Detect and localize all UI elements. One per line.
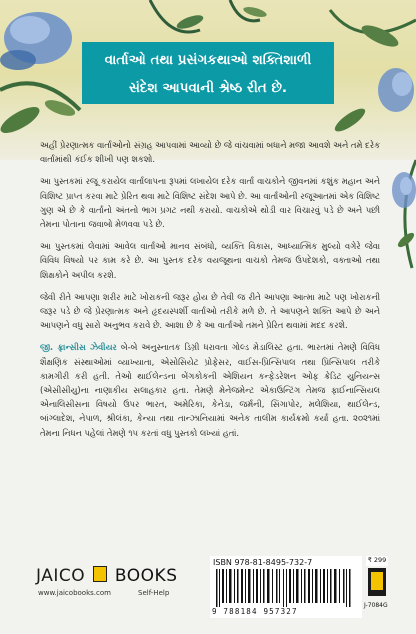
publisher-name-right: BOOKS	[114, 566, 178, 586]
publisher-logo	[36, 566, 178, 586]
product-code: J-7084G	[364, 602, 388, 609]
headline-banner	[82, 42, 334, 104]
headline-line-2: સંદેશ આપવાની શ્રેષ્ઠ રીત છે.	[128, 80, 288, 96]
book-icon	[93, 566, 107, 582]
book-category: Self-Help	[138, 589, 170, 597]
blurb-text	[40, 138, 380, 448]
publisher-website: www.jaicobooks.com	[38, 589, 111, 597]
about-author	[40, 340, 380, 439]
author-bio: બે-બે અનુસ્નાતક ડિગ્રી ધરાવતા ગોલ્ડ મેડાલિસ્ટ હતા. ભારતમાં તેમણે વિવિધ શૈક્ષણિક સંસ્થાઓમાં વ્યાખ્યાતા, એસોસિયેટ પ્રોફેસર, વાઈસ-પ્રિન્સિપાલ તથા પ્રિન્સિપાલ તરીકે કામગીરી કરી હતી. તેઓ થાઈલેન્ડના બેંગકોકની એશિયન કન્ફેડરેશન ઓફ ક્રેડિટ યુનિયન્સ (એસીસીયુ)ના નાણાકીય સલાહકાર હતા. તેમણે મેનેજમેન્ટ એકાઉન્ટિંગ તેમજ ફાઈનાન્સિયલ એનાલિસીસના વિષયો ઉપર ભારત, અમેરિકા, કેનેડા, જર્મની, સિંગાપોર, મલેશિયા, થાઈલેન્ડ, બાંગ્લાદેશ, નેપાળ, શ્રીલંકા, કેન્યા તથા તાન્ઝાનિયામાં અનેક તાલીમ કાર્યક્રમો કર્યા હતા. ૨૦૨૧માં તેમના નિધન પહેલાં તેમણે ૧૫ કરતાં વધુ પુસ્તકો લખ્યાં હતાં.	[40, 342, 380, 438]
paragraph-format: આ પુસ્તકમાં રજૂ કરાયેલ વાર્તાલાપના રૂપમાં લખાયેલ દરેક વાર્તા વાચકોને જીવનમાં કશુંક મહાન અને વિશિષ્ટ પ્રાપ્ત કરવા માટે પ્રેરિત થવા માટે વિશિષ્ટ સંદેશ આપે છે. આ વાર્તાઓની રજૂઆતમાં એક વિશિષ્ટ ગુણ એ છે કે વાર્તાનો અંતનો ભાગ પ્રગટ નથી કરાયો. વાચકોએ થોડી વાર વિચારવું પડે છે અને પછી તેમના પોતાના જવાબો મેળવવા પડે છે.	[40, 176, 380, 230]
publisher-name-left: JAICO	[36, 566, 86, 586]
paragraph-soul-food: જેવી રીતે આપણા શરીર માટે ખોરાકની જરૂર હોય છે તેવી જ રીતે આપણા આત્મા માટે પણ ખોરાકની જરૂર પડે છે જે પ્રેરણાત્મક અને હૃદયસ્પર્શી વાર્તાઓ તરીકે મળે છે. તે આપણને શક્તિ આપે છે અને આપણને વધુ સારો અનુભવ કરાવે છે. આશા છે કે આ વાર્તાઓ તમને પ્રેરિત થવામાં મદદ કરશે.	[40, 291, 380, 331]
headline-line-1: વાર્તાઓ તથા પ્રસંગકથાઓ શક્તિશાળી	[104, 52, 312, 68]
barcode-digits: 9 788184 957327	[212, 607, 298, 616]
isbn-label: ISBN 978-81-8495-732-7	[213, 558, 313, 567]
author-name: જી. ફ્રાન્સીસ ઝેવીયર	[40, 342, 117, 353]
side-flower-illustration	[376, 150, 416, 270]
price-label: ₹ 299	[367, 556, 387, 564]
isbn-barcode-block	[210, 556, 362, 618]
paragraph-topics: આ પુસ્તકમાં લેવામાં આવેલ વાર્તાઓ માનવ સંબંધો, વ્યક્તિ વિકાસ, આધ્યાત્મિક મુલ્યો વગેરે જેવા વિવિધ વિષયો પર કામ કરે છે. આ પુસ્તક દરેક વયજૂથના વાચકો તેમજ ઉપદેશકો, વક્તાઓ તથા શિક્ષકોને અપીલ કરશે.	[40, 241, 380, 280]
paragraph-intro: અહીં પ્રેરણાત્મક વાર્તાઓનો સંગ્રહ આપવામાં આવ્યો છે જે વાંચવામાં બધાને મજા આવશે અને તમે દરેક વાર્તામાંથી કંઈક શીખી પણ શકશો.	[40, 140, 380, 165]
publisher-emblem-icon	[368, 568, 386, 596]
barcode-icon	[216, 569, 356, 607]
